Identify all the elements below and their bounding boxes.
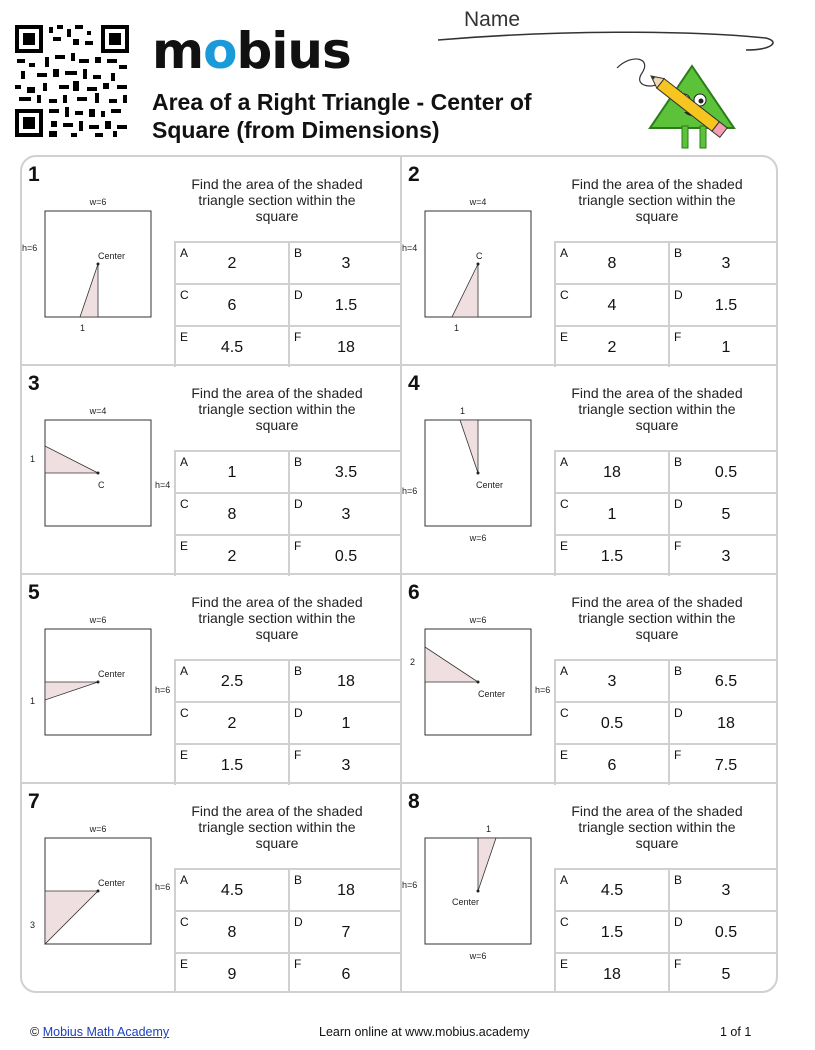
problem-number: 5 <box>28 581 40 604</box>
option-b[interactable]: B 3.5 <box>288 450 402 492</box>
option-d[interactable]: D 1.5 <box>288 283 402 325</box>
option-c[interactable]: C 8 <box>174 910 288 952</box>
side-label: 1 <box>30 454 36 464</box>
center-label: Center <box>98 669 126 679</box>
problem-prompt: Find the area of the shaded triangle section within the square <box>191 803 363 851</box>
answer-options <box>174 450 402 575</box>
problem-number: 8 <box>408 790 420 813</box>
triangle-figure <box>22 814 174 964</box>
option-d[interactable]: D 18 <box>668 701 778 743</box>
option-e[interactable]: E 18 <box>554 952 668 993</box>
problem-number: 6 <box>408 581 420 604</box>
option-c[interactable]: C 8 <box>174 492 288 534</box>
problem-4 <box>402 366 778 575</box>
problem-prompt: Find the area of the shaded triangle section within the square <box>571 176 743 224</box>
width-label: w=6 <box>469 951 487 961</box>
center-label: Center <box>478 689 506 699</box>
footer-copyright <box>30 1025 169 1039</box>
mobius-logo: mobius <box>152 22 351 80</box>
problem-grid <box>20 155 778 993</box>
option-a[interactable]: A 18 <box>554 450 668 492</box>
problem-7 <box>22 784 402 993</box>
problem-prompt: Find the area of the shaded triangle section within the square <box>191 176 363 224</box>
center-label: Center <box>476 480 504 490</box>
side-label: 1 <box>80 323 86 333</box>
option-f[interactable]: F 7.5 <box>668 743 778 785</box>
option-d[interactable]: D 5 <box>668 492 778 534</box>
option-e[interactable]: E 1.5 <box>554 534 668 576</box>
problem-prompt: Find the area of the shaded triangle section within the square <box>571 803 743 851</box>
triangle-figure <box>22 605 174 755</box>
problem-number: 7 <box>28 790 40 813</box>
option-b[interactable]: B 3 <box>668 868 778 910</box>
option-c[interactable]: C 2 <box>174 701 288 743</box>
option-c[interactable]: C 4 <box>554 283 668 325</box>
side-label: 1 <box>460 406 466 416</box>
option-f[interactable]: F 5 <box>668 952 778 993</box>
answer-options <box>554 450 778 575</box>
answer-options <box>554 241 778 366</box>
option-a[interactable]: A 4.5 <box>174 868 288 910</box>
option-e[interactable]: E 2 <box>554 325 668 367</box>
option-b[interactable]: B 18 <box>288 868 402 910</box>
problem-8 <box>402 784 778 993</box>
option-b[interactable]: B 3 <box>288 241 402 283</box>
option-e[interactable]: E 9 <box>174 952 288 993</box>
option-e[interactable]: E 2 <box>174 534 288 576</box>
height-label: h=6 <box>155 882 171 892</box>
problem-5 <box>22 575 402 784</box>
problem-number: 1 <box>28 163 40 186</box>
problem-prompt: Find the area of the shaded triangle section within the square <box>571 594 743 642</box>
width-label: w=4 <box>89 406 107 416</box>
answer-options <box>174 659 402 784</box>
problem-number: 2 <box>408 163 420 186</box>
problem-number: 3 <box>28 372 40 395</box>
option-b[interactable]: B 18 <box>288 659 402 701</box>
option-e[interactable]: E 4.5 <box>174 325 288 367</box>
problem-prompt: Find the area of the shaded triangle section within the square <box>191 385 363 433</box>
option-d[interactable]: D 1 <box>288 701 402 743</box>
footer-page-number: 1 of 1 <box>720 1025 752 1039</box>
answer-options <box>554 868 778 993</box>
option-f[interactable]: F 18 <box>288 325 402 367</box>
problem-6 <box>402 575 778 784</box>
option-a[interactable]: A 3 <box>554 659 668 701</box>
side-label: 3 <box>30 920 36 930</box>
option-a[interactable]: A 2 <box>174 241 288 283</box>
option-f[interactable]: F 3 <box>288 743 402 785</box>
side-label: 2 <box>410 657 416 667</box>
height-label: h=6 <box>402 880 418 890</box>
option-f[interactable]: F 6 <box>288 952 402 993</box>
width-label: w=6 <box>89 197 107 207</box>
name-label: Name <box>464 8 521 31</box>
width-label: w=6 <box>89 824 107 834</box>
center-label: Center <box>98 251 126 261</box>
height-label: h=4 <box>402 243 418 253</box>
problem-3 <box>22 366 402 575</box>
option-d[interactable]: D 7 <box>288 910 402 952</box>
problem-2 <box>402 157 778 366</box>
option-d[interactable]: D 1.5 <box>668 283 778 325</box>
triangle-figure <box>402 814 554 964</box>
qr-code <box>15 25 129 137</box>
triangle-figure <box>402 396 554 546</box>
answer-options <box>554 659 778 784</box>
option-b[interactable]: B 0.5 <box>668 450 778 492</box>
academy-link[interactable]: Mobius Math Academy <box>42 1025 170 1039</box>
height-label: h=4 <box>155 480 171 490</box>
height-label: h=6 <box>535 685 551 695</box>
center-label: C <box>98 480 105 490</box>
option-d[interactable]: D 3 <box>288 492 402 534</box>
option-a[interactable]: A 8 <box>554 241 668 283</box>
triangle-figure <box>402 187 554 337</box>
option-d[interactable]: D 0.5 <box>668 910 778 952</box>
option-f[interactable]: F 3 <box>668 534 778 576</box>
option-a[interactable]: A 2.5 <box>174 659 288 701</box>
option-c[interactable]: C 6 <box>174 283 288 325</box>
problem-number: 4 <box>408 372 420 395</box>
width-label: w=6 <box>469 615 487 625</box>
option-f[interactable]: F 0.5 <box>288 534 402 576</box>
width-label: w=6 <box>89 615 107 625</box>
height-label: h=6 <box>402 486 418 496</box>
problem-1 <box>22 157 402 366</box>
option-e[interactable]: E 6 <box>554 743 668 785</box>
answer-options <box>174 868 402 993</box>
height-label: h=6 <box>155 685 171 695</box>
option-f[interactable]: F 1 <box>668 325 778 367</box>
triangle-figure <box>22 187 174 337</box>
mascot-pencil-icon <box>612 48 737 158</box>
center-label: C <box>476 251 483 261</box>
problem-prompt: Find the area of the shaded triangle section within the square <box>191 594 363 642</box>
problem-prompt: Find the area of the shaded triangle section within the square <box>571 385 743 433</box>
width-label: w=4 <box>469 197 487 207</box>
option-b[interactable]: B 6.5 <box>668 659 778 701</box>
footer-learn-online: Learn online at www.mobius.academy <box>319 1025 530 1039</box>
copyright-symbol: © <box>30 1025 40 1039</box>
side-label: 1 <box>454 323 460 333</box>
answer-options <box>174 241 402 366</box>
height-label: h=6 <box>22 243 38 253</box>
center-label: Center <box>452 897 480 907</box>
triangle-figure <box>22 396 174 546</box>
side-label: 1 <box>486 824 492 834</box>
option-c[interactable]: C 0.5 <box>554 701 668 743</box>
side-label: 1 <box>30 696 36 706</box>
option-a[interactable]: A 4.5 <box>554 868 668 910</box>
option-a[interactable]: A 1 <box>174 450 288 492</box>
option-c[interactable]: C 1 <box>554 492 668 534</box>
width-label: w=6 <box>469 533 487 543</box>
page-title: Area of a Right Triangle - Center of Square (from Dimensions) <box>152 89 532 143</box>
option-b[interactable]: B 3 <box>668 241 778 283</box>
option-c[interactable]: C 1.5 <box>554 910 668 952</box>
triangle-figure <box>402 605 554 755</box>
center-label: Center <box>98 878 126 888</box>
option-e[interactable]: E 1.5 <box>174 743 288 785</box>
